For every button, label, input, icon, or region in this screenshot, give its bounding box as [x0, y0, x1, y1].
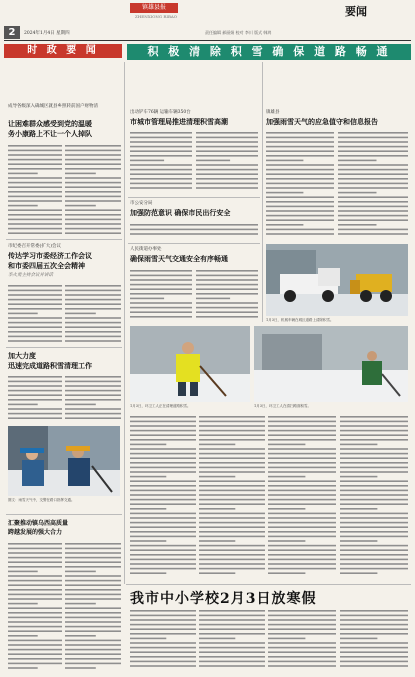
article-kicker: 成导各级深入确城区就县乡照转前国户财物清 — [8, 104, 98, 109]
newspaper-logo: 镇雄县报 — [130, 3, 178, 13]
article-body — [196, 130, 258, 194]
banner-headline: 积 极 清 除 积 雪 确 保 道 路 畅 通 — [127, 44, 411, 60]
article-body — [8, 283, 62, 343]
article-body — [338, 130, 408, 240]
article-body — [65, 374, 121, 422]
article-body — [130, 414, 196, 578]
article-subtitle: 李火勇主持会议并讲话 — [8, 273, 53, 278]
article-body — [196, 268, 258, 320]
photo-street-sweeper — [254, 326, 408, 402]
article-kicker: 出动铲车76辆 运输车辆350台 — [130, 110, 191, 115]
photo-caption: 1月3日，机械车辆在城区道路上清除积雪。 — [266, 318, 334, 322]
article-body — [8, 541, 62, 671]
article-kicker: 人民街道办事处 — [130, 247, 162, 252]
article-title: 加大力度 — [8, 351, 36, 360]
page-number: 2 — [4, 26, 20, 39]
photo-caption: 图文：雨雪天气中，交警在路口指挥交通。 — [8, 498, 75, 502]
section-title: 要闻 — [345, 5, 367, 18]
article-subtitle: 迅速完成道路积雪清理工作 — [8, 361, 92, 370]
article-body — [130, 222, 258, 240]
photo-worker-shovel — [130, 326, 250, 402]
article-title: 传达学习市委经济工作会议 — [8, 251, 92, 260]
article-body — [340, 414, 408, 578]
dateline: 2024年1月4日 星期四 — [24, 31, 70, 36]
article-body — [8, 143, 62, 235]
article-body — [340, 608, 408, 672]
article-kicker: 市公安分局 — [130, 201, 153, 206]
article-title: 让困难群众感受到党的温暖 — [8, 119, 92, 128]
editor-credits: 责任编辑 郝丽娟 校对 李川 版式 韩鸿 — [205, 30, 272, 35]
article-body — [199, 414, 265, 578]
header-rule — [4, 40, 411, 41]
article-title-line2: 和市委四届五次全会精神 — [8, 261, 85, 270]
article-body — [8, 374, 62, 422]
article-body — [130, 130, 192, 194]
photo-snow-workers — [8, 426, 120, 496]
divider — [6, 347, 122, 348]
article-title: 汇聚推动镇乌西高质量 — [8, 520, 69, 527]
photo-caption: 1月3日，环卫工人正在清理道路积雪。 — [130, 404, 191, 408]
article-body — [199, 608, 265, 672]
article-title: 加强防范意识 确保市民出行安全 — [130, 208, 231, 217]
article-body — [130, 268, 192, 320]
article-title: 确保雨雪天气交通安全有序畅通 — [130, 254, 228, 263]
article-body — [65, 283, 121, 343]
newspaper-pinyin: ZHENXIONG RIBAO — [135, 14, 178, 19]
article-body — [268, 414, 336, 578]
article-kicker: 镇雄县 — [266, 110, 280, 115]
column-divider — [124, 62, 125, 584]
divider — [6, 514, 122, 515]
divider — [6, 239, 122, 240]
divider — [128, 197, 260, 198]
article-subtitle: 务小康路上不让一个人掉队 — [8, 129, 92, 138]
article-body — [65, 541, 121, 671]
article-body — [266, 130, 334, 240]
divider — [128, 243, 260, 244]
article-title: 市城市管理局推进清理积雪高潮 — [130, 117, 228, 126]
article-body — [130, 608, 196, 672]
photo-snow-truck — [266, 244, 408, 316]
column-title: 时 政 要 闻 — [4, 44, 122, 58]
divider — [126, 584, 411, 585]
photo-caption: 1月3日，环卫工人在清扫路面积雪。 — [254, 404, 311, 408]
article-kicker: 市纪委召开常委(扩大)会议 — [8, 244, 62, 249]
article-subtitle: 跨越发展的强大合力 — [8, 529, 63, 536]
column-divider — [262, 62, 263, 322]
article-body — [268, 608, 336, 672]
bottom-article-title: 我市中小学校2月3日放寒假 — [130, 591, 317, 607]
article-title: 加强雨雪天气的应急值守和信息报告 — [266, 117, 378, 126]
article-body — [65, 143, 121, 235]
